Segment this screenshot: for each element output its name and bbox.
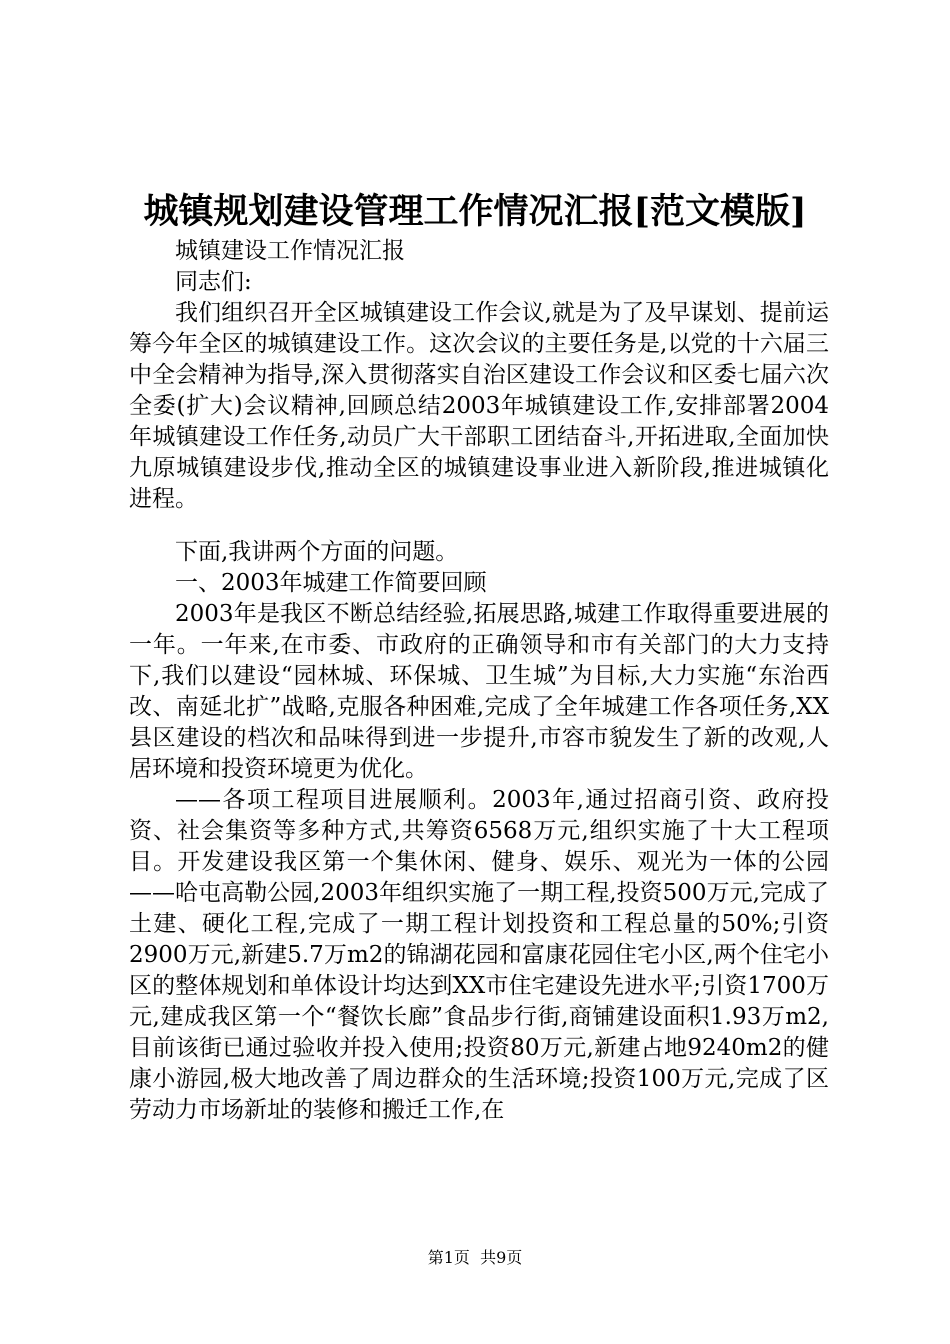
paragraph-gap — [129, 515, 829, 537]
projects-paragraph: ——各项工程项目进展顺利。2003年,通过招商引资、政府投资、社会集资等多种方式,共筹资6568万元,组织实施了十大工程项目。开发建设我区第一个集休闲、健身、娱乐、观光为一体的公园——哈屯高勒公园,2003年组织实施了一期工程,投资500万元,完成了土建、硬化工程,完成了一期工程计划投资和工程总量的50%;引资2900万元,新建5.7万m2的锦湖花园和富康花园住宅小区,两个住宅小区的整体规划和单体设计均达到XX市住宅建设先进水平;引资1700万元,建成我区第一个“餐饮长廊”食品步行街,商铺建设面积1.93万m2,目前该街已通过验收并投入使用;投资80万元,新建占地9240m2的健康小游园,极大地改善了周边群众的生活环境;投资100万元,完成了区劳动力市场新址的装修和搬迁工作,在 — [129, 787, 829, 1123]
document-body — [129, 236, 829, 1126]
section-heading: 一、2003年城建工作简要回顾 — [175, 570, 487, 596]
transition-paragraph: 下面,我讲两个方面的问题。 — [175, 539, 459, 565]
document-title: 城镇规划建设管理工作情况汇报[范文模版] — [143, 191, 807, 232]
subtitle-paragraph: 城镇建设工作情况汇报 — [175, 238, 405, 264]
intro-paragraph: 我们组织召开全区城镇建设工作会议,就是为了及早谋划、提前运筹今年全区的城镇建设工作。这次会议的主要任务是,以党的十六届三中全会精神为指导,深入贯彻落实自治区建设工作会议和区委七届六次全委(扩大)会议精神,回顾总结2003年城镇建设工作,安排部署2004年城镇建设工作任务,动员广大干部职工团结奋斗,开拓进取,全面加快九原城镇建设步伐,推动全区的城镇建设事业进入新阶段,推进城镇化进程。 — [129, 300, 829, 512]
review-paragraph: 2003年是我区不断总结经验,拓展思路,城建工作取得重要进展的一年。一年来,在市委、市政府的正确领导和市有关部门的大力支持下,我们以建设“园林城、环保城、卫生城”为目标,大力实施“东治西改、南延北扩”战略,克服各种困难,完成了全年城建工作各项任务,XX县区建设的档次和品味得到进一步提升,市容市貌发生了新的改观,人居环境和投资环境更为优化。 — [129, 601, 829, 782]
salutation-paragraph: 同志们: — [175, 269, 252, 295]
page-footer: 第1页 共9页 — [427, 1248, 523, 1267]
